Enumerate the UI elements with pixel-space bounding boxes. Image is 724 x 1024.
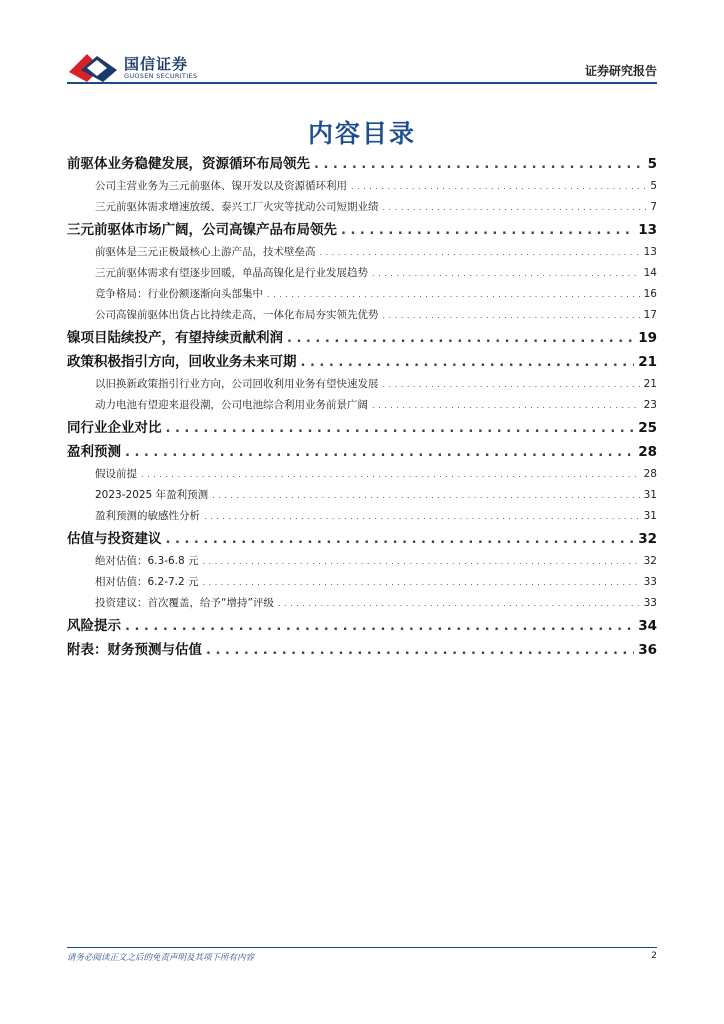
toc-entry-page: 28 — [643, 468, 657, 480]
toc-subsection-entry[interactable] — [67, 263, 657, 284]
toc-entry-page: 17 — [643, 309, 657, 321]
toc-dot-leader — [351, 176, 646, 197]
toc-entry-title: 2023-2025 年盈利预测 — [95, 489, 209, 501]
toc-title: 内容目录 — [307, 119, 416, 148]
toc-entry-title: 三元前驱体需求有望逐步回暖，单晶高镍化是行业发展趋势 — [95, 267, 368, 279]
toc-entry-title: 假设前提 — [95, 468, 137, 480]
toc-entry-title: 动力电池有望迎来退役潮，公司电池综合利用业务前景广阔 — [95, 399, 368, 411]
toc-entry-title: 竞争格局：行业份额逐渐向头部集中 — [95, 288, 263, 300]
guosen-logo-icon — [67, 50, 121, 84]
logo-english-name: GUOSEN SECURITIES — [124, 72, 198, 80]
toc-entry-title: 相对估值：6.2-7.2 元 — [95, 576, 199, 588]
toc-entry-page: 14 — [643, 267, 657, 279]
disclaimer-text: 请务必阅读正文之后的免责声明及其项下所有内容 — [67, 953, 255, 963]
toc-entry-page: 23 — [643, 399, 657, 411]
toc-entry-title: 以旧换新政策指引行业方向，公司回收利用业务有望快速发展 — [95, 378, 379, 390]
toc-dot-leader — [341, 219, 634, 243]
toc-dot-leader — [383, 305, 640, 326]
toc-entry-page: 34 — [638, 618, 657, 634]
toc-entry-page: 25 — [638, 420, 657, 436]
toc-entry-page: 33 — [643, 597, 657, 609]
toc-dot-leader — [212, 485, 640, 506]
toc-subsection-entry[interactable] — [67, 197, 657, 218]
toc-dot-leader — [372, 263, 640, 284]
page-header — [67, 50, 657, 86]
toc-entry-title: 同行业企业对比 — [67, 420, 162, 436]
toc-subsection-entry[interactable] — [67, 374, 657, 395]
header-divider — [67, 82, 657, 84]
toc-section-entry[interactable] — [67, 440, 657, 464]
toc-dot-leader — [166, 528, 635, 552]
toc-dot-leader — [267, 284, 640, 305]
toc-entry-page: 13 — [638, 222, 657, 238]
toc-section-entry[interactable] — [67, 638, 657, 662]
toc-subsection-entry[interactable] — [67, 485, 657, 506]
toc-dot-leader — [372, 395, 640, 416]
toc-subsection-entry[interactable] — [67, 242, 657, 263]
toc-entry-page: 16 — [643, 288, 657, 300]
toc-subsection-entry[interactable] — [67, 551, 657, 572]
footer-divider — [67, 947, 657, 948]
toc-entry-title: 公司主营业务为三元前驱体、镍开发以及资源循环利用 — [95, 180, 347, 192]
toc-entry-page: 21 — [638, 354, 657, 370]
toc-entry-title: 三元前驱体需求增速放缓、泰兴工厂火灾等扰动公司短期业绩 — [95, 201, 379, 213]
toc-subsection-entry[interactable] — [67, 284, 657, 305]
guosen-logo — [67, 50, 207, 84]
toc-entry-title: 绝对估值：6.3-6.8 元 — [95, 555, 199, 567]
toc-dot-leader — [206, 639, 634, 663]
toc-entry-title: 前驱体是三元正极最核心上游产品，技术壁垒高 — [95, 246, 316, 258]
toc-entry-page: 32 — [643, 555, 657, 567]
logo-chinese-name: 国信证券 — [124, 55, 189, 73]
toc-entry-title: 风险提示 — [67, 618, 121, 634]
toc-section-entry[interactable] — [67, 350, 657, 374]
toc-entry-page: 5 — [650, 180, 657, 192]
toc-subsection-entry[interactable] — [67, 593, 657, 614]
toc-dot-leader — [203, 572, 640, 593]
toc-entry-page: 19 — [638, 330, 657, 346]
toc-section-entry[interactable] — [67, 416, 657, 440]
toc-subsection-entry[interactable] — [67, 506, 657, 527]
toc-section-entry[interactable] — [67, 527, 657, 551]
toc-entry-title: 盈利预测 — [67, 444, 121, 460]
toc-dot-leader — [141, 464, 640, 485]
toc-subsection-entry[interactable] — [67, 464, 657, 485]
toc-subsection-entry[interactable] — [67, 395, 657, 416]
report-type-label: 证券研究报告 — [584, 64, 657, 78]
toc-dot-leader — [314, 153, 644, 177]
toc-entry-page: 33 — [643, 576, 657, 588]
toc-dot-leader — [301, 351, 635, 375]
toc-dot-leader — [278, 593, 640, 614]
toc-dot-leader — [287, 327, 634, 351]
toc-entry-page: 31 — [643, 489, 657, 501]
toc-dot-leader — [204, 506, 640, 527]
toc-entry-page: 36 — [638, 642, 657, 658]
toc-entry-page: 21 — [643, 378, 657, 390]
toc-entry-title: 前驱体业务稳健发展，资源循环布局领先 — [67, 156, 310, 172]
toc-dot-leader — [383, 374, 640, 395]
toc-entry-title: 公司高镍前驱体出货占比持续走高，一体化布局夯实领先优势 — [95, 309, 379, 321]
toc-entry-page: 32 — [638, 531, 657, 547]
toc-entry-title: 盈利预测的敏感性分析 — [95, 510, 200, 522]
toc-entry-page: 7 — [650, 201, 657, 213]
toc-entry-title: 政策积极指引方向，回收业务未来可期 — [67, 354, 297, 370]
toc-dot-leader — [125, 441, 634, 465]
page-number: 2 — [651, 951, 657, 961]
toc-entry-title: 投资建议：首次覆盖，给予“增持”评级 — [95, 597, 274, 609]
toc-entry-page: 13 — [643, 246, 657, 258]
toc-entry-title: 估值与投资建议 — [67, 531, 162, 547]
toc-entry-page: 31 — [643, 510, 657, 522]
toc-dot-leader — [166, 417, 635, 441]
toc-entry-title: 附表：财务预测与估值 — [67, 642, 202, 658]
toc-subsection-entry[interactable] — [67, 305, 657, 326]
toc-section-entry[interactable] — [67, 614, 657, 638]
toc-dot-leader — [383, 197, 647, 218]
toc-entry-title: 三元前驱体市场广阔，公司高镍产品布局领先 — [67, 222, 337, 238]
toc-subsection-entry[interactable] — [67, 572, 657, 593]
toc-entry-page: 5 — [647, 156, 657, 172]
toc-subsection-entry[interactable] — [67, 176, 657, 197]
toc-section-entry[interactable] — [67, 326, 657, 350]
toc-section-entry[interactable] — [67, 152, 657, 176]
toc-entry-title: 镍项目陆续投产，有望持续贡献利润 — [67, 330, 283, 346]
toc-dot-leader — [320, 242, 640, 263]
toc-section-entry[interactable] — [67, 218, 657, 242]
toc-entry-page: 28 — [638, 444, 657, 460]
table-of-contents — [67, 152, 657, 662]
toc-dot-leader — [203, 551, 640, 572]
toc-dot-leader — [125, 615, 634, 639]
